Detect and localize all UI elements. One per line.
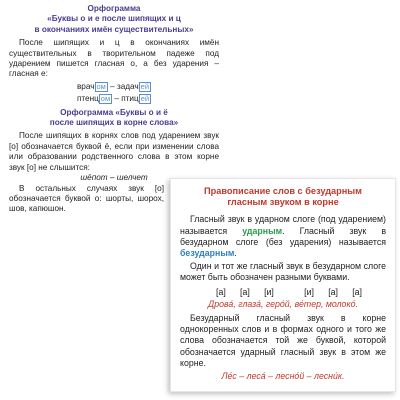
card1-title-line1: Орфограмма	[87, 4, 141, 13]
card1-title2-line2: после шипящих в корне слова»	[49, 118, 179, 128]
card1-title2-line1: Орфограмма «Буквы о и ё	[60, 107, 168, 117]
example2-word2: – птиц	[114, 94, 139, 104]
sound-transcription: [а]	[240, 286, 250, 297]
example2-ending1: ом	[100, 94, 111, 104]
sounds-row	[180, 287, 386, 298]
card1-title2	[9, 108, 219, 129]
term-stressed: ударным	[242, 225, 283, 236]
example1-word2: – задач	[110, 81, 139, 91]
card1-title-line3: в окончаниях имён существительных»	[34, 24, 194, 34]
example2-ending2: ей	[140, 94, 150, 104]
term-unstressed: безударным	[180, 248, 235, 259]
card2-paragraph3: Безударный гласный звук в корне однокоренных слов и в формах одного и того же слова обозначается той же буквой, которой обозначается ударный гласный звук в этом же корне.	[180, 313, 386, 368]
sound-transcription: [и]	[304, 286, 314, 297]
card2-paragraph1	[180, 214, 386, 259]
sound-transcription: [а]	[352, 286, 362, 297]
sound-transcription: [и]	[264, 286, 274, 297]
card1-example1	[9, 82, 219, 92]
card1-rule2: После шипящих в корнях слов под ударением звук [о] обозначается буквой ё, если при изменении слова или образовании родственного слова в этом корне звук [о] не слышится:	[9, 131, 219, 172]
card1-rule1: После шипящих и ц в окончаниях имён существительных в творительном падеже под ударением пишется гласная о, а без ударения – гласная е:	[9, 38, 219, 79]
p1-mid: . Гласный звук в безударном слоге (без ударения) называется	[180, 225, 386, 247]
p1-start: Гласный звук в ударном слоге (под ударением) называется	[180, 214, 386, 236]
card2-title-line2: гласным звуком в корне	[227, 197, 339, 208]
sound-transcription: [а]	[216, 286, 226, 297]
card1-rule3: В остальных случаях звук [о] обозначается буквой о: шорты, шорох, шов, капюшон.	[9, 183, 164, 214]
card2-example: Ле́с – леса́ – лесно́й – лесни́к.	[221, 371, 345, 382]
p1-end: .	[234, 248, 237, 259]
sound-transcription: [а]	[328, 286, 338, 297]
card1-title	[9, 4, 219, 35]
card1-example3: шёпот – шелчет	[80, 173, 148, 183]
example2-word1: птенц	[76, 94, 99, 104]
card2-title	[180, 186, 386, 208]
card1-title-line2: «Буквы о и е после шипящих и ц	[47, 14, 181, 24]
card2-title-line1: Правописание слов с безударным	[204, 186, 362, 196]
example1-ending2: ей	[140, 81, 150, 91]
card2-paragraph2: Один и тот же гласный звук в безударном слоге может быть обозначен разными буквами.	[180, 261, 386, 283]
example-words: Дрова́, глаза́, геро́й, ве́тер, молоко́.	[208, 298, 358, 309]
card-unstressed-vowels	[170, 178, 396, 392]
card1-example2	[9, 94, 219, 104]
example1-ending1: ом	[96, 81, 106, 91]
example1-word1: врач	[76, 81, 95, 91]
